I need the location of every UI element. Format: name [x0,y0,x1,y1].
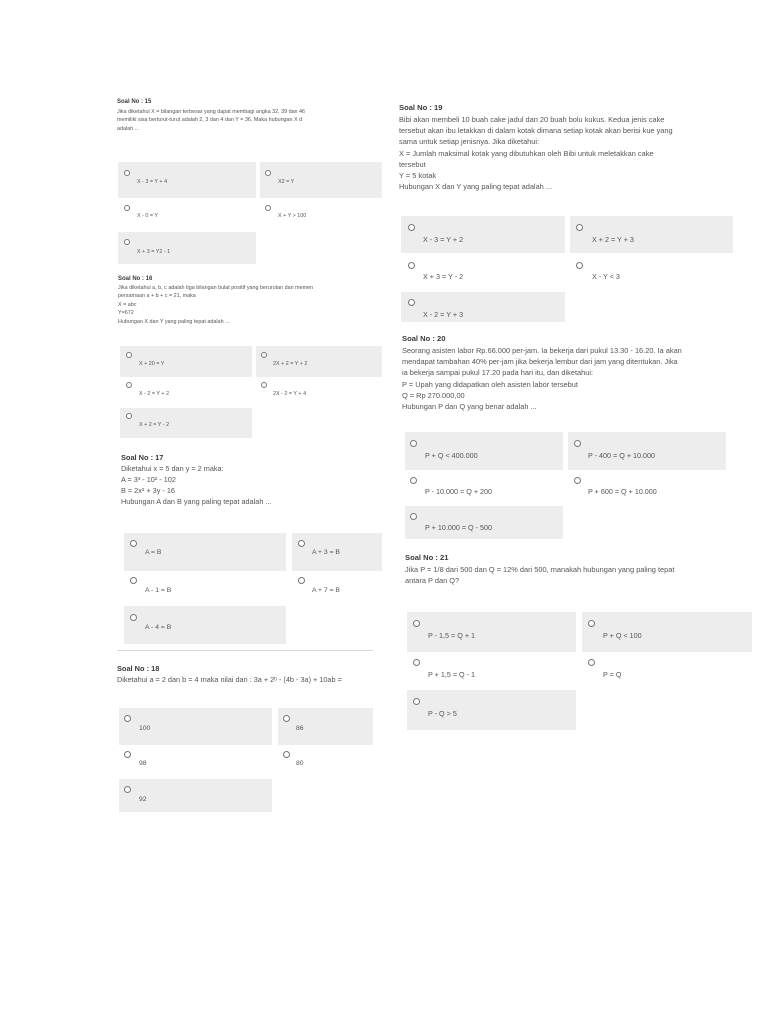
radio-button[interactable] [124,239,130,245]
radio-button[interactable] [126,382,132,388]
option-label: X + 3 = Y2 - 1 [137,249,171,255]
answer-option[interactable] [124,533,286,571]
answer-option[interactable] [292,573,382,603]
radio-button[interactable] [588,659,595,666]
radio-button[interactable] [574,477,581,484]
question-text: Jika diketahui a, b, c adalah tiga bilangan bulat positif yang berurutan dan memen persamaan a + b + c = 21, maka X = abc Y=672 Hubungan X dan Y yang paling tepat adalah ... [118,285,314,325]
answer-option[interactable] [260,200,382,228]
radio-button[interactable] [261,352,267,358]
option-label: 2X + 2 = Y + 2 [273,361,308,367]
radio-button[interactable] [283,715,290,722]
answer-option[interactable] [407,655,576,687]
option-label: P = Q [603,670,622,679]
option-label: X - 2 = Y + 2 [139,391,170,397]
answer-option[interactable] [407,612,576,652]
answer-option[interactable] [405,432,563,470]
radio-button[interactable] [413,698,420,705]
radio-button[interactable] [413,620,420,627]
radio-button[interactable] [130,577,137,584]
answer-option[interactable] [582,655,752,687]
option-label: X - 2 = Y + 3 [423,310,464,319]
radio-button[interactable] [408,262,415,269]
radio-button[interactable] [408,224,415,231]
radio-button[interactable] [574,440,581,447]
answer-option[interactable] [256,346,382,377]
radio-button[interactable] [413,659,420,666]
answer-option[interactable] [119,708,272,745]
answer-option[interactable] [570,257,733,287]
option-label: 2X - 2 = Y + 4 [273,391,307,397]
option-label: P - 10.000 = Q + 200 [425,487,493,496]
option-label: X + 3 = Y - 2 [423,272,464,281]
answer-option[interactable] [582,612,752,652]
option-label: 92 [139,796,147,803]
question-title: Soal No : 18 [117,664,160,673]
option-label: X + Y > 100 [278,213,307,219]
answer-option[interactable] [278,747,373,777]
answer-option[interactable] [292,533,382,571]
radio-button[interactable] [261,382,267,388]
option-label: X - 3 = Y + 4 [137,179,168,185]
question-text: Diketahui x = 5 dan y = 2 maka: A = 3³ - 10² - 102 B = 2x² + 3y - 16 Hubungan A dan B yang paling tepat adalah ... [121,464,272,506]
answer-option[interactable] [124,606,286,644]
question-title: Soal No : 16 [118,276,153,282]
radio-button[interactable] [126,413,132,419]
radio-button[interactable] [298,577,305,584]
option-label: X + 20 = Y [139,361,165,367]
option-label: X2 = Y [278,179,295,185]
answer-option[interactable] [278,708,373,745]
option-label: X + 2 = Y + 3 [592,235,634,244]
answer-option[interactable] [405,506,563,539]
radio-button[interactable] [576,224,583,231]
divider [117,650,373,651]
option-label: A = B [145,549,162,556]
radio-button[interactable] [576,262,583,269]
answer-option[interactable] [124,573,286,603]
answer-option[interactable] [260,162,382,198]
radio-button[interactable] [124,786,131,793]
option-label: X - 0 = Y [137,213,159,219]
option-label: P - 1,5 = Q + 1 [428,631,476,640]
question-text: Diketahui a = 2 dan b = 4 maka nilai dari : 3a + 2ᵇ - (4b - 3a) + 10ab = [117,675,342,684]
question-title: Soal No : 21 [405,553,449,562]
option-label: 86 [296,725,304,732]
option-label: P + 600 = Q + 10.000 [588,487,657,496]
radio-button[interactable] [408,299,415,306]
radio-button[interactable] [130,614,137,621]
radio-button[interactable] [298,540,305,547]
option-label: A - 1 = B [145,587,172,594]
question-text: Seorang asisten labor Rp.66.000 per-jam. Ia bekerja dari pukul 13.30 - 16.20. Ia akan mendapat tambahan 40% per-jam jika bekerja lembur dari jam yang ditentukan. Jika ia bekerja sampai pukul 17.20 pada hari itu, dan diketahui: P = Upah yang didapatkan oleh asisten labor tersebut Q = Rp 270.000,00 Hubungan P dan Q yang benar adalah ... [402,346,682,412]
radio-button[interactable] [124,170,130,176]
option-label: X - Y < 3 [592,272,620,281]
option-label: 100 [139,725,151,732]
option-label: A + 7 = B [312,587,340,594]
option-label: P - 400 = Q + 10.000 [588,451,656,460]
answer-option[interactable] [568,432,726,470]
question-text: Jika P = 1/8 dari 500 dan Q = 12% dari 500, manakah hubungan yang paling tepat antara P dan Q? [405,565,675,586]
question-title: Soal No : 19 [399,103,443,112]
radio-button[interactable] [588,620,595,627]
radio-button[interactable] [283,751,290,758]
answer-option[interactable] [407,690,576,730]
radio-button[interactable] [126,352,132,358]
answer-option[interactable] [118,162,256,198]
radio-button[interactable] [410,513,417,520]
radio-button[interactable] [130,540,137,547]
answer-option[interactable] [120,408,252,438]
option-label: P + 1,5 = Q - 1 [428,670,476,679]
option-label: 80 [296,760,304,767]
radio-button[interactable] [265,205,271,211]
radio-button[interactable] [265,170,271,176]
option-label: X - 3 = Y + 2 [423,235,464,244]
answer-option[interactable] [120,346,252,377]
option-label: A + 3 = B [312,549,340,556]
option-label: P + Q < 400.000 [425,451,478,460]
option-label: A - 4 = B [145,624,172,631]
option-label: P + 10.000 = Q - 500 [425,523,493,532]
answer-option[interactable] [568,473,726,503]
answer-option[interactable] [401,292,565,322]
answer-option[interactable] [401,257,565,287]
radio-button[interactable] [124,205,130,211]
answer-option[interactable] [120,379,252,405]
question-title: Soal No : 20 [402,334,446,343]
option-label: P - Q > 5 [428,709,457,718]
answer-option[interactable] [570,216,733,253]
question-text: Jika diketahui X = bilangan terbesar yang dapat membagi angka 32, 39 dan 46 memiliki sisa berturut-turut adalah 2, 3 dan 4 dan Y = 36. Maka hubungan X d adalah ... [117,109,306,132]
answer-option[interactable] [401,216,565,253]
radio-button[interactable] [410,440,417,447]
option-label: 98 [139,760,147,767]
question-title: Soal No : 17 [121,453,164,462]
question-text: Bibi akan membeli 10 buah cake jadul dan 20 buah bolu kukus. Kedua jenis cake tersebut akan ibu letakkan di dalam kotak dimana setiap kotak akan berisi kue yang sama untuk setiap jenisnya. Jika diketahui: X = Jumlah maksimal kotak yang dibutuhkan oleh Bibi untuk meletakkan cake tersebut Y = 5 kotak Hubungan X dan Y yang paling tepat adalah ... [399,115,673,192]
radio-button[interactable] [124,751,131,758]
answer-option[interactable] [405,473,563,503]
radio-button[interactable] [124,715,131,722]
answer-option[interactable] [118,232,256,264]
question-title: Soal No : 15 [117,99,152,105]
answer-option[interactable] [256,379,382,405]
answer-option[interactable] [119,779,272,812]
answer-option[interactable] [119,747,272,777]
option-label: X + 2 = Y - 2 [139,422,170,428]
radio-button[interactable] [410,477,417,484]
answer-option[interactable] [118,200,256,228]
option-label: P + Q < 100 [603,631,642,640]
